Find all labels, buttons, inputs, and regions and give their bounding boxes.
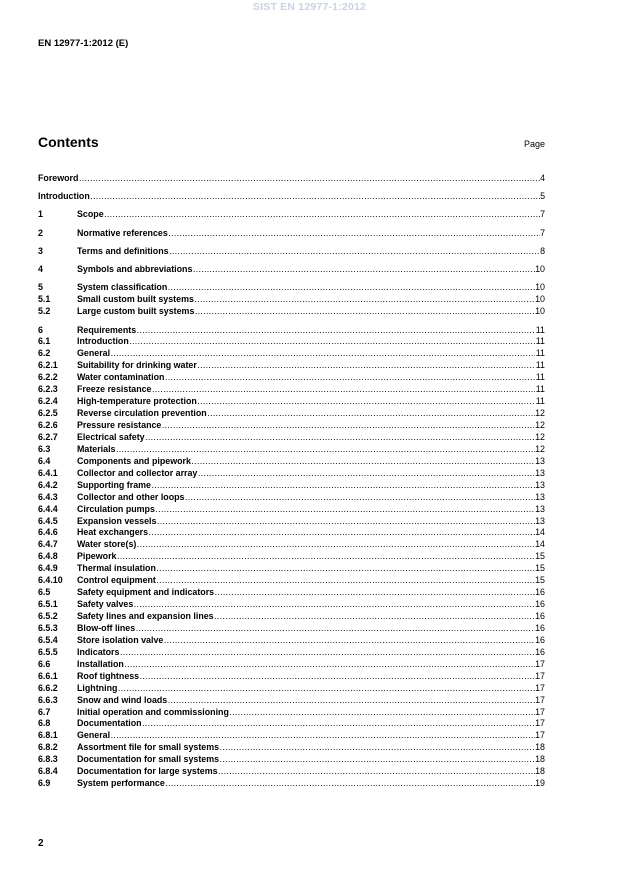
toc-entry-page: 11 (535, 324, 545, 335)
dot-leader (155, 504, 534, 516)
toc-entry[interactable] (38, 209, 545, 221)
document-id-header: EN 12977-1:2012 (E) (38, 38, 129, 49)
toc-entry-page: 10 (535, 306, 545, 317)
toc-entry-title: Store isolation valve (77, 634, 164, 645)
toc-entry-page: 4 (540, 173, 545, 183)
toc-entry[interactable] (38, 659, 545, 671)
dot-leader (197, 360, 535, 372)
toc-entry-number: 3 (38, 245, 43, 256)
toc-entry-title: Components and pipework (77, 455, 191, 466)
toc-entry-page: 11 (535, 348, 545, 359)
toc-entry-title: Water contamination (77, 372, 165, 383)
toc-entry-number: 6.4.8 (38, 551, 58, 562)
dot-leader (207, 408, 534, 420)
dot-leader (140, 671, 535, 683)
contents-title: Contents (38, 134, 99, 150)
toc-entry-number: 6.5.1 (38, 599, 58, 610)
toc-entry-title: Safety valves (77, 599, 134, 610)
toc-entry[interactable] (38, 306, 545, 318)
toc-entry-title: Heat exchangers (77, 527, 149, 538)
toc-entry-page: 18 (535, 766, 545, 777)
toc-entry-number: 6.6.3 (38, 694, 58, 705)
dot-leader (165, 372, 535, 384)
toc-entry-page: 10 (535, 264, 545, 275)
toc-entry[interactable] (38, 647, 545, 659)
toc-entry[interactable] (38, 336, 545, 348)
page-number: 2 (38, 838, 44, 849)
toc-entry[interactable] (38, 396, 545, 408)
toc-entry-page: 15 (535, 551, 545, 562)
toc-entry[interactable] (38, 707, 545, 719)
toc-entry[interactable] (38, 480, 545, 492)
toc-entry-title: Large custom built systems (77, 306, 195, 317)
toc-entry-page: 13 (535, 491, 545, 502)
toc-entry-title: Freeze resistance (77, 384, 152, 395)
toc-entry-title: Control equipment (77, 575, 156, 586)
toc-entry-number: 6.8.1 (38, 730, 58, 741)
toc-entry[interactable] (38, 742, 545, 754)
toc-entry-title: Scope (77, 209, 104, 220)
toc-entry-title: System classification (77, 282, 168, 293)
toc-entry-number: 6.3 (38, 443, 51, 454)
toc-entry-page: 16 (535, 587, 545, 598)
toc-entry-page: 17 (535, 682, 545, 693)
toc-entry-page: 16 (535, 634, 545, 645)
toc-entry[interactable] (38, 444, 545, 456)
toc-entry-page: 16 (535, 646, 545, 657)
toc-entry-number: 6.2.5 (38, 408, 58, 419)
dot-leader (229, 707, 534, 719)
toc-entry-title: Small custom built systems (77, 294, 194, 305)
toc-entry-title: Thermal insulation (77, 563, 156, 574)
dot-leader (134, 599, 535, 611)
toc-entry-title: General (77, 348, 111, 359)
dot-leader (120, 647, 535, 659)
dot-leader (152, 384, 535, 396)
toc-entry[interactable] (38, 563, 545, 575)
dot-leader (194, 294, 534, 306)
toc-entry-title: Documentation for small systems (77, 754, 220, 765)
toc-entry-page: 18 (535, 754, 545, 765)
toc-entry-number: 6.2 (38, 348, 51, 359)
toc-group (38, 209, 545, 221)
toc-entry[interactable] (38, 408, 545, 420)
toc-entry-number: 6.4.9 (38, 563, 58, 574)
toc-entry-number: 6.2.7 (38, 431, 58, 442)
toc-entry-page: 10 (535, 282, 545, 293)
toc-entry-number: 6.5 (38, 587, 51, 598)
dot-leader (191, 456, 534, 468)
toc-entry-page: 16 (535, 599, 545, 610)
toc-entry[interactable] (38, 282, 545, 294)
toc-entry-number: 6.2.3 (38, 384, 58, 395)
toc-entry-title: Blow-off lines (77, 622, 136, 633)
toc-entry[interactable] (38, 623, 545, 635)
toc-entry[interactable] (38, 599, 545, 611)
dot-leader (111, 348, 536, 360)
toc-entry-page: 11 (535, 360, 545, 371)
toc-entry-number: 6.8 (38, 718, 51, 729)
toc-entry-number: 6.5.2 (38, 611, 58, 622)
dot-leader (156, 563, 534, 575)
dot-leader (157, 516, 535, 528)
toc-entry-number: 6.9 (38, 778, 51, 789)
dot-leader (111, 730, 535, 742)
toc-entry[interactable] (38, 527, 545, 539)
toc-entry[interactable] (38, 372, 545, 384)
toc-entry[interactable] (38, 432, 545, 444)
dot-leader (151, 480, 534, 492)
dot-leader (165, 778, 534, 790)
toc-entry-number: 6.5.3 (38, 622, 58, 633)
toc-entry-number: 6.4.2 (38, 479, 58, 490)
dot-leader (124, 659, 534, 671)
toc-entry[interactable] (38, 191, 545, 203)
toc-entry-number: 6.4.5 (38, 515, 58, 526)
toc-entry[interactable] (38, 551, 545, 563)
toc-entry-page: 11 (535, 396, 545, 407)
toc-entry-page: 14 (535, 527, 545, 538)
dot-leader (215, 587, 535, 599)
toc-entry-number: 6.4.3 (38, 491, 58, 502)
toc-entry-title: Suitability for drinking water (77, 360, 197, 371)
toc-entry-page: 17 (535, 706, 545, 717)
dot-leader (218, 766, 535, 778)
toc-group (38, 325, 545, 791)
toc-entry[interactable] (38, 325, 545, 337)
toc-entry-number: 6.8.3 (38, 754, 58, 765)
toc-entry-title: High-temperature protection (77, 396, 197, 407)
toc-entry-title: Introduction (38, 191, 90, 202)
toc-entry-title: Foreword (38, 173, 79, 183)
toc-entry-number: 6.4.7 (38, 539, 58, 550)
toc-entry-page: 14 (535, 539, 545, 550)
toc-entry-page: 15 (535, 563, 545, 574)
toc-entry-page: 5 (540, 191, 545, 202)
toc-entry-title: Documentation for large systems (77, 766, 218, 777)
table-of-contents (38, 173, 545, 796)
toc-entry[interactable] (38, 420, 545, 432)
toc-entry-title: Safety equipment and indicators (77, 587, 215, 598)
toc-entry-page: 11 (535, 372, 545, 383)
toc-entry-title: Indicators (77, 646, 120, 657)
dot-leader (168, 228, 539, 240)
toc-entry[interactable] (38, 539, 545, 551)
toc-entry-number: 6.2.4 (38, 396, 58, 407)
dot-leader (117, 551, 535, 563)
dot-leader (220, 742, 535, 754)
toc-entry[interactable] (38, 730, 545, 742)
toc-entry-title: Pipework (77, 551, 117, 562)
toc-entry-title: Introduction (77, 336, 129, 347)
dot-leader (104, 209, 539, 221)
toc-entry-number: 6.2.6 (38, 420, 58, 431)
toc-entry-title: Lightning (77, 682, 118, 693)
toc-entry[interactable] (38, 718, 545, 730)
dot-leader (169, 246, 540, 258)
page-column-label: Page (523, 139, 545, 149)
toc-group (38, 264, 545, 276)
toc-entry-number: 4 (38, 264, 43, 275)
toc-entry-number: 6 (38, 324, 43, 335)
toc-entry[interactable] (38, 516, 545, 528)
dot-leader (164, 635, 535, 647)
toc-entry-number: 6.2.2 (38, 372, 58, 383)
toc-entry-title: Circulation pumps (77, 503, 155, 514)
toc-entry-number: 6.6 (38, 658, 51, 669)
dot-leader (137, 539, 535, 551)
toc-entry-page: 13 (535, 479, 545, 490)
toc-entry[interactable] (38, 294, 545, 306)
toc-entry-page: 19 (535, 778, 545, 789)
toc-entry-number: 5 (38, 282, 43, 293)
toc-entry[interactable] (38, 671, 545, 683)
toc-entry-page: 17 (535, 694, 545, 705)
toc-entry-number: 6.4.6 (38, 527, 58, 538)
toc-entry-title: Assortment file for small systems (77, 742, 220, 753)
toc-entry-title: Materials (77, 443, 116, 454)
toc-entry-page: 17 (535, 730, 545, 741)
toc-entry-page: 15 (535, 575, 545, 586)
toc-entry-number: 6.5.5 (38, 646, 58, 657)
toc-entry[interactable] (38, 611, 545, 623)
toc-entry-number: 6.7 (38, 706, 51, 717)
toc-entry[interactable] (38, 348, 545, 360)
toc-entry-page: 13 (535, 455, 545, 466)
toc-entry[interactable] (38, 754, 545, 766)
toc-entry-page: 17 (535, 670, 545, 681)
dot-leader (145, 432, 535, 444)
toc-entry-title: General (77, 730, 111, 741)
toc-entry-title: Snow and wind loads (77, 694, 168, 705)
dot-leader (195, 306, 535, 318)
toc-entry[interactable] (38, 468, 545, 480)
dot-leader (137, 325, 536, 337)
toc-group (38, 191, 545, 203)
dot-leader (198, 468, 535, 480)
toc-entry-title: Safety lines and expansion lines (77, 611, 214, 622)
toc-entry-title: Reverse circulation prevention (77, 408, 207, 419)
toc-entry-number: 2 (38, 227, 43, 238)
toc-entry-number: 5.2 (38, 306, 51, 317)
toc-entry-title: Collector and collector array (77, 467, 198, 478)
toc-entry-page: 13 (535, 503, 545, 514)
dot-leader (162, 420, 535, 432)
dot-leader (136, 623, 535, 635)
toc-group (38, 173, 545, 185)
toc-entry-number: 1 (38, 209, 43, 220)
toc-entry-page: 17 (535, 658, 545, 669)
toc-entry-title: Electrical safety (77, 431, 145, 442)
toc-entry[interactable] (38, 778, 545, 790)
dot-leader (116, 444, 535, 456)
toc-entry-page: 12 (535, 408, 545, 419)
toc-entry-page: 10 (535, 294, 545, 305)
dot-leader (90, 191, 539, 203)
toc-entry[interactable] (38, 264, 545, 276)
toc-entry-number: 6.2.1 (38, 360, 58, 371)
toc-entry-number: 6.4.10 (38, 575, 63, 586)
toc-entry-number: 6.5.4 (38, 634, 58, 645)
toc-entry-title: Water store(s) (77, 539, 137, 550)
toc-entry-title: Expansion vessels (77, 515, 157, 526)
toc-entry-page: 13 (535, 515, 545, 526)
toc-entry-number: 6.4.1 (38, 467, 58, 478)
toc-entry-title: Pressure resistance (77, 420, 162, 431)
toc-entry-title: Normative references (77, 227, 168, 238)
toc-entry-page: 12 (535, 420, 545, 431)
dot-leader (129, 336, 535, 348)
toc-entry-title: Symbols and abbreviations (77, 264, 193, 275)
toc-entry-page: 16 (535, 611, 545, 622)
toc-entry-title: Terms and definitions (77, 245, 169, 256)
toc-entry-number: 6.6.2 (38, 682, 58, 693)
toc-entry-number: 6.8.4 (38, 766, 58, 777)
toc-group (38, 246, 545, 258)
toc-entry[interactable] (38, 766, 545, 778)
toc-entry[interactable] (38, 635, 545, 647)
toc-entry-number: 6.1 (38, 336, 51, 347)
toc-entry-number: 6.4 (38, 455, 51, 466)
toc-entry[interactable] (38, 683, 545, 695)
dot-leader (79, 173, 540, 185)
toc-entry-title: Requirements (77, 324, 137, 335)
toc-entry-title: Roof tightness (77, 670, 140, 681)
toc-entry[interactable] (38, 246, 545, 258)
toc-entry-page: 11 (535, 384, 545, 395)
toc-entry-page: 11 (535, 336, 545, 347)
toc-entry-number: 5.1 (38, 294, 51, 305)
toc-entry[interactable] (38, 587, 545, 599)
toc-entry[interactable] (38, 504, 545, 516)
dot-leader (168, 695, 535, 707)
toc-entry-title: Initial operation and commissioning (77, 706, 229, 717)
toc-entry-number: 6.4.4 (38, 503, 58, 514)
dot-leader (193, 264, 535, 276)
dot-leader (220, 754, 535, 766)
toc-entry-page: 13 (535, 467, 545, 478)
toc-entry[interactable] (38, 360, 545, 372)
toc-entry-page: 12 (535, 443, 545, 454)
dot-leader (149, 527, 535, 539)
dot-leader (197, 396, 535, 408)
toc-entry-page: 12 (535, 431, 545, 442)
toc-entry-page: 17 (535, 718, 545, 729)
toc-entry[interactable] (38, 575, 545, 587)
toc-entry-title: Documentation (77, 718, 142, 729)
toc-entry-number: 6.8.2 (38, 742, 58, 753)
dot-leader (214, 611, 535, 623)
dot-leader (168, 282, 535, 294)
toc-entry-title: System performance (77, 778, 165, 789)
dot-leader (185, 492, 535, 504)
dot-leader (142, 718, 535, 730)
toc-entry[interactable] (38, 492, 545, 504)
toc-entry-page: 16 (535, 622, 545, 633)
toc-entry-page: 18 (535, 742, 545, 753)
toc-entry[interactable] (38, 228, 545, 240)
dot-leader (118, 683, 535, 695)
toc-group (38, 228, 545, 240)
toc-entry-number: 6.6.1 (38, 670, 58, 681)
toc-entry[interactable] (38, 384, 545, 396)
dot-leader (156, 575, 534, 587)
toc-entry-title: Collector and other loops (77, 491, 185, 502)
toc-entry-page: 7 (540, 209, 545, 220)
toc-entry-page: 7 (540, 227, 545, 238)
toc-entry[interactable] (38, 695, 545, 707)
watermark: SIST EN 12977-1:2012 (252, 1, 367, 13)
toc-entry[interactable] (38, 456, 545, 468)
toc-entry-page: 8 (540, 245, 545, 256)
toc-entry-title: Supporting frame (77, 479, 151, 490)
toc-group (38, 282, 545, 318)
toc-entry-title: Installation (77, 658, 124, 669)
toc-entry[interactable] (38, 173, 545, 185)
